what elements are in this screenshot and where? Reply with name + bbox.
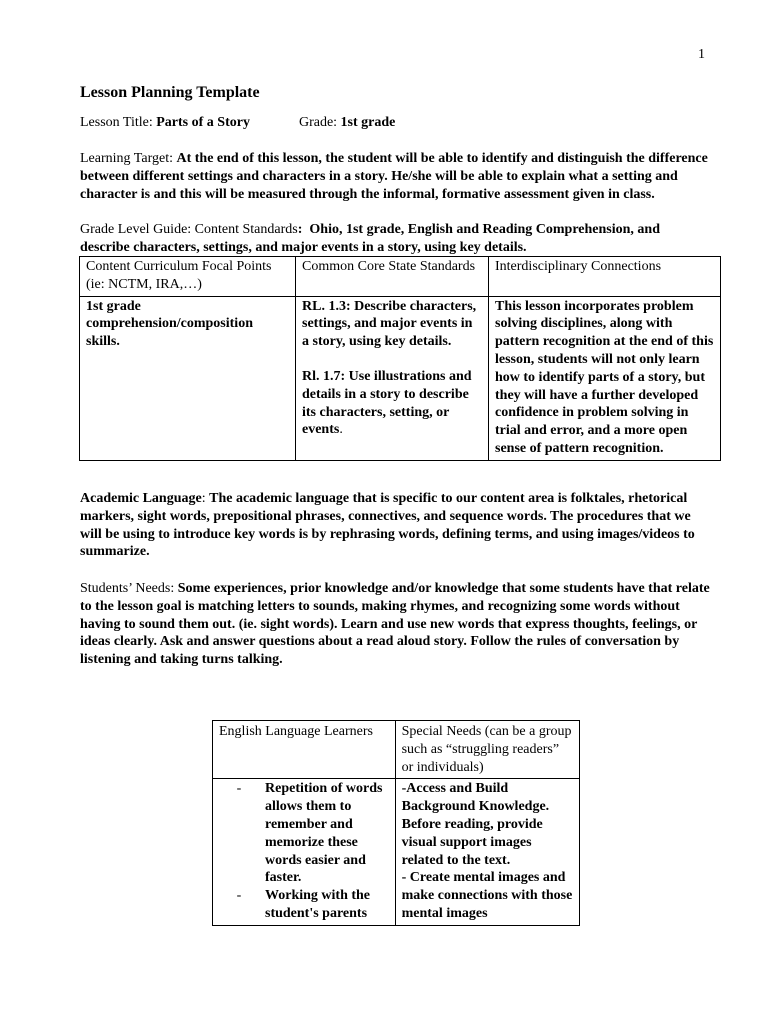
list-item: - Repetition of words allows them to remember and memorize these words easier and faster. (236, 781, 383, 886)
header-interdisciplinary: Interdisciplinary Connections (489, 257, 721, 297)
header-common-core: Common Core State Standards (296, 257, 489, 297)
header-ell: English Language Learners (213, 721, 396, 779)
ell-cell (213, 779, 396, 925)
students-needs-label: Students’ Needs: (80, 581, 178, 596)
table-header-row (213, 721, 580, 779)
document-title: Lesson Planning Template (80, 84, 260, 101)
interdisciplinary-cell: This lesson incorporates problem solving disciplines, along with pattern recognition at the end of this lesson, students will not only learn how to identify parts of a story, but they will have a further developed confidence in problem solving in trial and error, and a more open sense of pattern recognition. (489, 296, 721, 460)
academic-language-text: The academic language that is specific to our content area is folktales, rhetorical markers, sight words, prepositional phrases, connectives, and sequence words. The procedures that we will be using to introduce key words is by rephrasing words, defining terms, and using images/videos to summarize. (80, 491, 695, 560)
header-focal-points: Content Curriculum Focal Points (ie: NCTM, IRA,…) (80, 257, 296, 297)
standard-rl-1-3: RL. 1.3: Describe characters, settings, and major events in a story, using key details. (302, 298, 477, 350)
table-header-row (80, 257, 721, 297)
special-needs-item: - Create mental images and make connections with those mental images (401, 870, 573, 921)
grade-value: 1st grade (340, 115, 396, 130)
table-row (213, 779, 580, 925)
academic-language: Academic Language: The academic language that is specific to our content area is folktales, rhetorical markers, sight words, prepositional phrases, connectives, and sequence words. The procedures that we will be using to introduce key words is by rephrasing words, defining terms, and using images/videos to summarize. (80, 491, 695, 560)
learning-target-text: At the end of this lesson, the student will be able to identify and distinguish the difference between different settings and characters in a story. He/she will be able to explain what a setting and character is and this will be measured through the informal, formative assessment given in class. (80, 151, 708, 202)
learning-target (80, 150, 710, 203)
common-core-cell: RL. 1.3: Describe characters, settings, and major events in a story, using key details. Rl. 1.7: Use illustrations and details in a story to describe its characters, setting, or events. (296, 296, 489, 460)
focal-points-cell: 1st grade comprehension/composition skills. (80, 296, 296, 460)
lesson-title-label: Lesson Title: (80, 115, 157, 130)
grade-level-guide: Grade Level Guide: Content Standards: Ohio, 1st grade, English and Reading Comprehension, and describe characters, settings, and major events in a story, using key details. (80, 222, 664, 255)
special-needs-item: -Access and Build Background Knowledge. Before reading, provide visual support images related to the text. (401, 781, 550, 868)
grade-level-guide-label: Grade Level Guide: Content Standards (80, 222, 298, 237)
lesson-title-line (80, 114, 395, 132)
grade-label: Grade: (298, 115, 341, 130)
special-needs-cell (395, 779, 579, 925)
lesson-title-value: Parts of a Story (156, 115, 250, 130)
students-needs-text: Some experiences, prior knowledge and/or knowledge that some students have that relate to the lesson goal is matching letters to sounds, making rhymes, and recognizing some words without having to sound them out. (ie. sight words). Learn and use new words that express thoughts, feelings, or ideas clearly. Ask and answer questions about a read aloud story. Follow the rules of conversation by listening and taking turns talking. (80, 581, 710, 668)
standard-rl-1-7: Rl. 1.7: Use illustrations and details in a story to describe its characters, setting, or events (302, 368, 472, 438)
academic-language-label: Academic Language (80, 491, 202, 506)
list-item: - Working with the student's parents (236, 888, 371, 921)
page-number: 1 (698, 47, 705, 62)
students-needs (80, 580, 710, 669)
table-row (80, 296, 721, 460)
learner-needs-table (212, 720, 580, 926)
header-special-needs: Special Needs (can be a group such as “struggling readers” or individuals) (395, 721, 579, 779)
grade-level-guide-text: Ohio, 1st grade, English and Reading Comprehension, and describe characters, settings, and major events in a story, using key details. (80, 222, 664, 255)
standards-table (79, 256, 721, 461)
learning-target-label: Learning Target: (80, 151, 177, 166)
